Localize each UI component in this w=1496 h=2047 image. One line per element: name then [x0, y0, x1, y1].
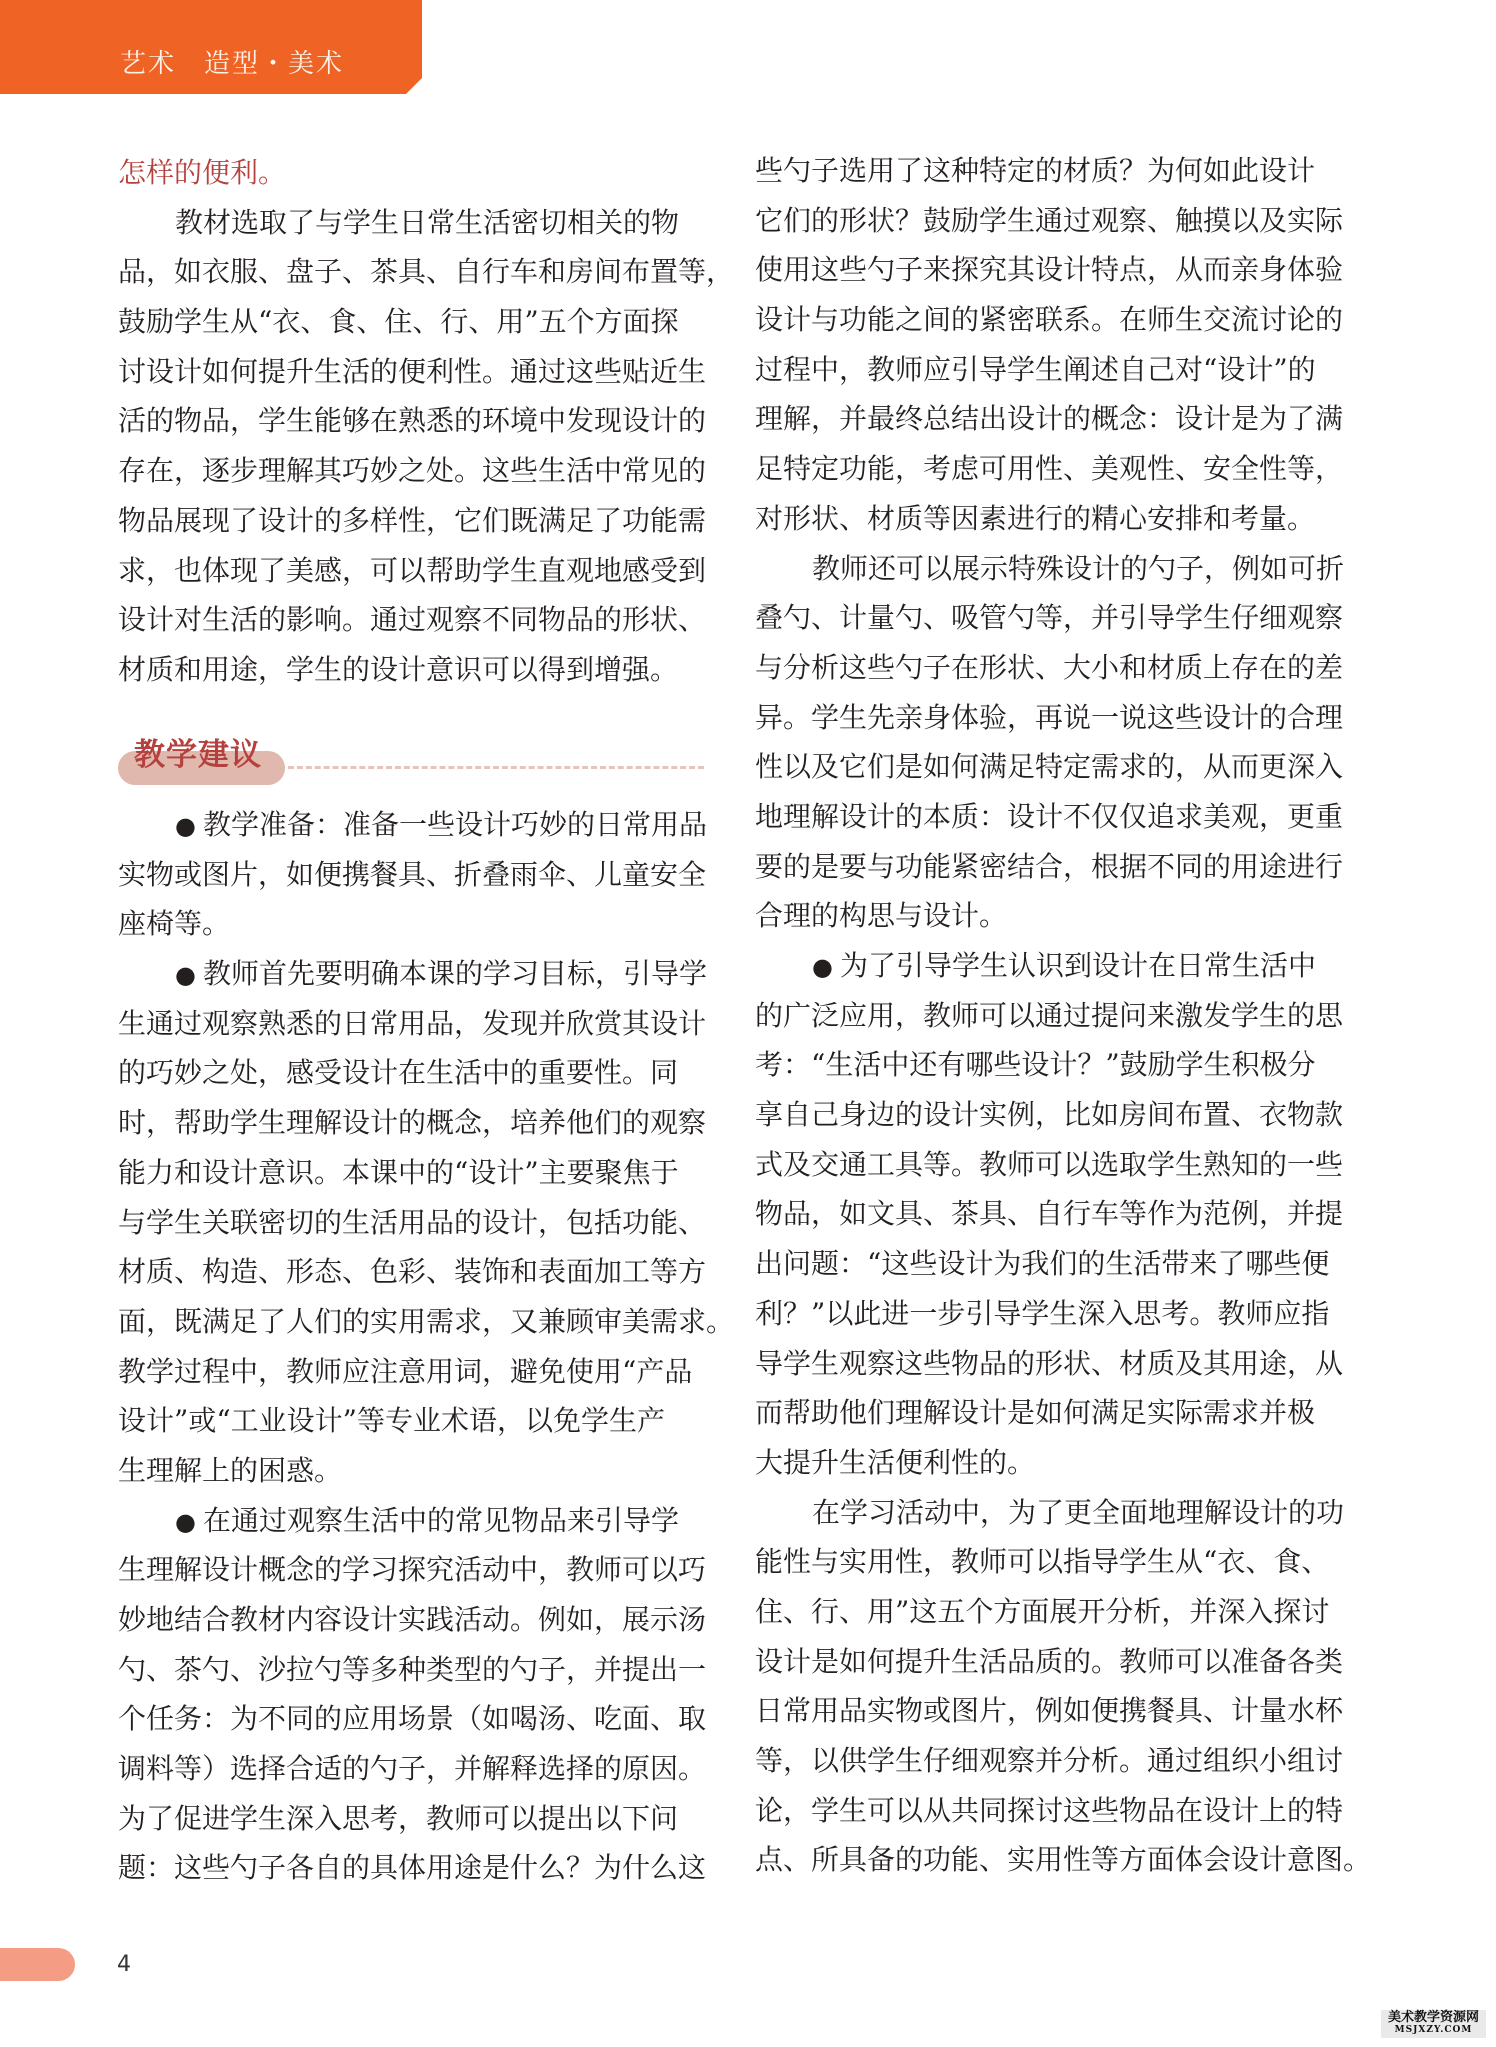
intro-paragraph — [118, 198, 735, 695]
text-line: 出问题：“这些设计为我们的生活带来了哪些便 — [755, 1247, 1330, 1281]
text-line-content: 为了引导学生认识到设计在日常生活中 — [840, 949, 1317, 982]
text-line: 对形状、材质等因素进行的精心安排和考量。 — [755, 501, 1316, 535]
page-number: 4 — [117, 1952, 131, 1977]
text-line: 生理解上的困惑。 — [118, 1453, 343, 1487]
text-line: 导学生观察这些物品的形状、材质及其用途，从 — [755, 1346, 1344, 1380]
paragraph — [118, 198, 735, 695]
text-line: 调料等）选择合适的勺子，并解释选择的原因。 — [118, 1752, 707, 1786]
text-line: 住、行、用”这五个方面展开分析，并深入探讨 — [755, 1594, 1330, 1628]
section-heading-title: 教学建议 — [134, 737, 262, 773]
bullet-icon: ● — [812, 953, 833, 981]
header-title: 艺术 造型・美术 — [120, 49, 345, 79]
text-line: 利？”以此进一步引导学生深入思考。教师应指 — [755, 1296, 1330, 1330]
text-line: 异。学生先亲身体验，再说一说这些设计的合理 — [755, 700, 1344, 734]
text-line: 设计”或“工业设计”等专业术语，以免学生产 — [118, 1404, 665, 1438]
paragraph — [118, 1496, 707, 1894]
watermark-url: MSJXZY.COM — [1394, 2025, 1473, 2035]
text-line: 等，以供学生仔细观察并分析。通过组织小组讨 — [755, 1744, 1344, 1777]
text-line: 考：“生活中还有哪些设计？”鼓励学生积极分 — [755, 1048, 1316, 1082]
text-line: 品，如衣服、盘子、茶具、自行车和房间布置等， — [118, 255, 735, 289]
text-line: 足特定功能，考虑可用性、美观性、安全性等， — [755, 452, 1344, 486]
text-line: 能性与实用性，教师可以指导学生从“衣、食、 — [755, 1545, 1330, 1579]
paragraph — [755, 146, 1344, 544]
text-line: 妙地结合教材内容设计实践活动。例如，展示汤 — [118, 1603, 707, 1636]
text-line: 使用这些勺子来探究其设计特点，从而亲身体验 — [755, 253, 1344, 287]
text-line: 大提升生活便利性的。 — [755, 1445, 1036, 1479]
text-line: 过程中，教师应引导学生阐述自己对“设计”的 — [755, 352, 1316, 386]
paragraph — [755, 1488, 1372, 1886]
text-line: 叠勺、计量勺、吸管勺等，并引导学生仔细观察 — [755, 601, 1344, 635]
text-line: 些勺子选用了这种特定的材质？为何如此设计 — [755, 154, 1316, 187]
text-line: 材质和用途，学生的设计意识可以得到增强。 — [118, 652, 679, 686]
intro-continuation: 怎样的便利。 — [118, 156, 287, 189]
text-line: 式及交通工具等。教师可以选取学生熟知的一些 — [755, 1147, 1344, 1181]
text-line: 性以及它们是如何满足特定需求的，从而更深入 — [755, 750, 1344, 784]
text-line: 设计与功能之间的紧密联系。在师生交流讨论的 — [755, 303, 1344, 337]
bullet-icon: ● — [175, 1507, 196, 1536]
text-line: 论，学生可以从共同探讨这些物品在设计上的特 — [755, 1793, 1344, 1827]
bullet-icon: ● — [175, 961, 196, 990]
watermark-title: 美术教学资源网 — [1387, 2010, 1479, 2025]
text-line — [118, 1496, 680, 1546]
text-line: 面，既满足了人们的实用需求，又兼顾审美需求。 — [118, 1304, 735, 1338]
paragraph — [118, 800, 708, 949]
text-line: 设计对生活的影响。通过观察不同物品的形状、 — [118, 603, 707, 637]
text-line: 活的物品，学生能够在熟悉的环境中发现设计的 — [118, 404, 707, 438]
text-line: 点、所具备的功能、实用性等方面体会设计意图。 — [755, 1843, 1372, 1877]
text-line: 勺、茶勺、沙拉勺等多种类型的勺子，并提出一 — [118, 1652, 707, 1686]
text-line: 生通过观察熟悉的日常用品，发现并欣赏其设计 — [118, 1006, 707, 1040]
text-line: 求，也体现了美感，可以帮助学生直观地感受到 — [118, 553, 707, 587]
text-line: 的巧妙之处，感受设计在生活中的重要性。同 — [118, 1056, 679, 1090]
text-line: 日常用品实物或图片，例如便携餐具、计量水杯 — [755, 1694, 1344, 1728]
text-line: 理解，并最终总结出设计的概念：设计是为了满 — [755, 402, 1344, 436]
text-line: 材质、构造、形态、色彩、装饰和表面加工等方 — [118, 1255, 707, 1289]
text-line-content: 教学准备：准备一些设计巧妙的日常用品 — [203, 808, 708, 841]
text-line: 它们的形状？鼓励学生通过观察、触摸以及实际 — [755, 203, 1344, 237]
text-line: 在学习活动中，为了更全面地理解设计的功 — [812, 1495, 1345, 1529]
text-line-content: 教师首先要明确本课的学习目标，引导学 — [203, 957, 708, 991]
text-line: 与分析这些勺子在形状、大小和材质上存在的差 — [755, 650, 1344, 684]
text-line: 而帮助他们理解设计是如何满足实际需求并极 — [755, 1396, 1316, 1430]
text-line-content: 在通过观察生活中的常见物品来引导学 — [203, 1503, 680, 1537]
text-line: 个任务：为不同的应用场景（如喝汤、吃面、取 — [118, 1702, 707, 1736]
text-line: 享自己身边的设计实例，比如房间布置、衣物款 — [755, 1098, 1344, 1132]
left-column — [118, 148, 735, 695]
text-line: 鼓励学生从“衣、食、住、行、用”五个方面探 — [118, 305, 679, 339]
text-line: 为了促进学生深入思考，教师可以提出以下问 — [118, 1801, 679, 1835]
text-line: 实物或图片，如便携餐具、折叠雨伞、儿童安全 — [118, 857, 707, 891]
bullet-icon: ● — [175, 812, 196, 840]
text-line: 生理解设计概念的学习探究活动中，教师可以巧 — [118, 1553, 707, 1587]
text-line: 座椅等。 — [118, 907, 231, 941]
right-column — [755, 146, 1372, 1885]
text-line — [118, 800, 708, 850]
text-line: 讨设计如何提升生活的便利性。通过这些贴近生 — [118, 354, 707, 388]
text-line: 题：这些勺子各自的具体用途是什么？为什么这 — [118, 1851, 707, 1885]
text-line: 教师还可以展示特殊设计的勺子，例如可折 — [812, 551, 1345, 585]
watermark — [1381, 2010, 1486, 2038]
text-line: 要的是要与功能紧密结合，根据不同的用途进行 — [755, 849, 1344, 883]
text-line: 合理的构思与设计。 — [755, 899, 1008, 933]
text-line: 的广泛应用，教师可以通过提问来激发学生的思 — [755, 998, 1344, 1032]
text-line: 物品展现了设计的多样性，它们既满足了功能需 — [118, 503, 707, 537]
text-line: 能力和设计意识。本课中的“设计”主要聚焦于 — [118, 1155, 679, 1189]
text-line: 与学生关联密切的生活用品的设计，包括功能、 — [118, 1205, 707, 1239]
text-line: 地理解设计的本质：设计不仅仅追求美观，更重 — [755, 799, 1344, 833]
left-column-suggestions — [118, 800, 735, 1893]
text-line: 设计是如何提升生活品质的。教师可以准备各类 — [755, 1644, 1344, 1678]
text-line: 教材选取了与学生日常生活密切相关的物 — [175, 205, 680, 239]
paragraph — [755, 941, 1344, 1488]
page-tab-decoration — [0, 1948, 75, 1981]
text-line: 物品，如文具、茶具、自行车等作为范例，并提 — [755, 1197, 1344, 1231]
text-line: 教学过程中，教师应注意用词，避免使用“产品 — [118, 1354, 693, 1388]
text-line — [755, 941, 1317, 991]
section-heading — [118, 733, 708, 789]
paragraph — [118, 949, 735, 1496]
heading-dashed-divider — [288, 766, 704, 769]
text-line: 存在，逐步理解其巧妙之处。这些生活中常见的 — [118, 454, 707, 488]
text-line: 时，帮助学生理解设计的概念，培养他们的观察 — [118, 1106, 707, 1140]
text-line — [118, 949, 708, 999]
paragraph — [755, 544, 1345, 942]
